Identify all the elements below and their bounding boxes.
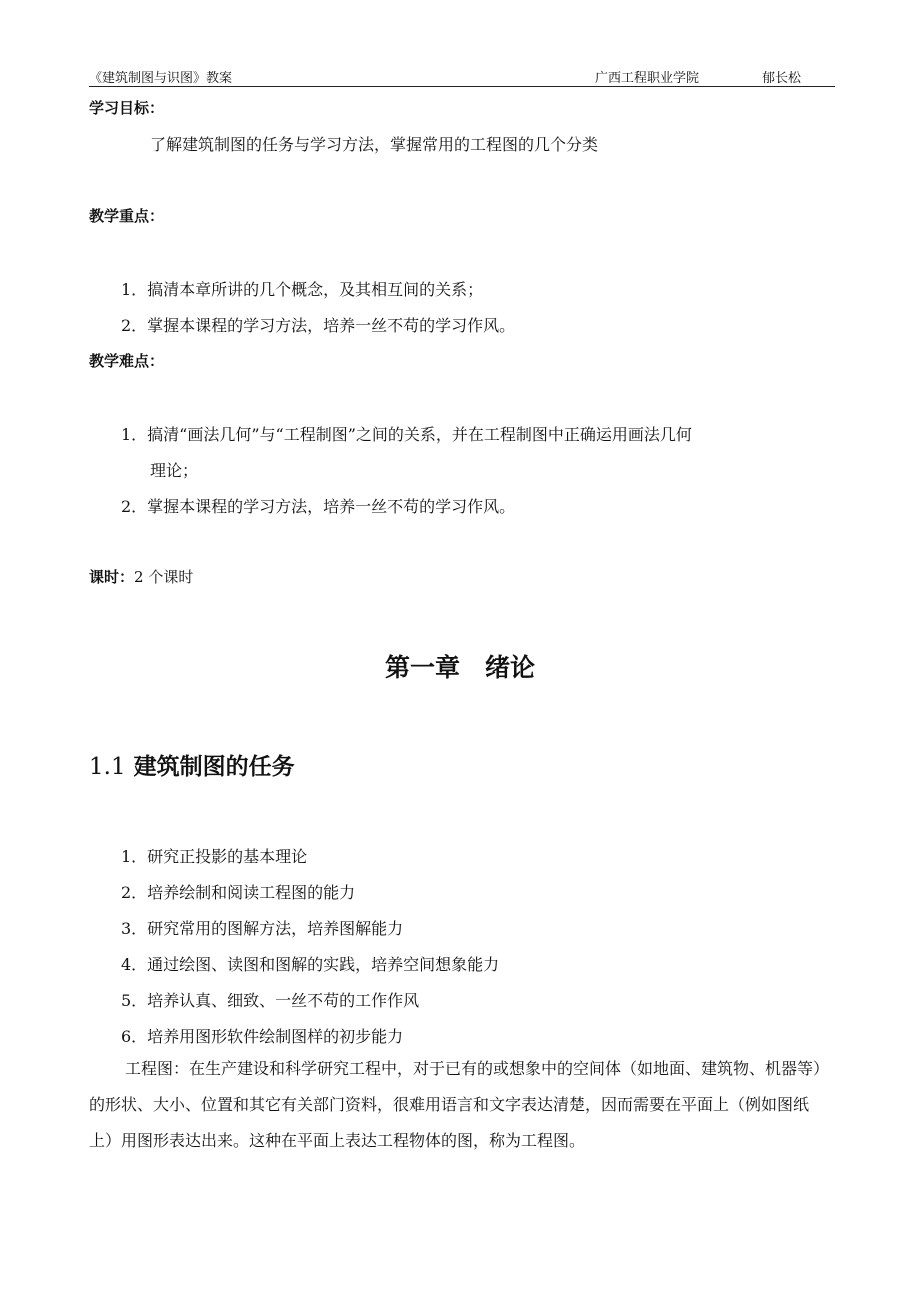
key-point-item: 1．搞清本章所讲的几个概念，及其相互间的关系；: [121, 280, 484, 299]
hours-label: 课时：: [89, 568, 135, 586]
difficulty-item-continuation: 理论；: [150, 461, 199, 480]
chapter-title: 第一章 绪论: [384, 653, 535, 682]
hours-value: 2 个课时: [134, 568, 194, 586]
objectives-label: 学习目标：: [89, 99, 165, 117]
task-item: 3．研究常用的图解方法，培养图解能力: [121, 919, 404, 938]
engineering-drawing-paragraph: 工程图：在生产建设和科学研究工程中，对于已有的或想象中的空间体（如地面、建筑物、机器等）的形状、大小、位置和其它有关部门资料，很难用语言和文字表达清楚，因而需要在平面上（例如图纸上）用图形表达出来。这种在平面上表达工程物体的图，称为工程图。: [89, 1059, 830, 1150]
task-item: 2．培养绘制和阅读工程图的能力: [121, 883, 356, 902]
section-title-text: 建筑制图的任务: [133, 753, 295, 780]
key-point-item: 2．掌握本课程的学习方法，培养一丝不苟的学习作风。: [121, 316, 516, 335]
objectives-text: 了解建筑制图的任务与学习方法，掌握常用的工程图的几个分类: [150, 135, 599, 154]
task-item: 4．通过绘图、读图和图解的实践，培养空间想象能力: [121, 955, 500, 974]
hours-line: [89, 566, 193, 587]
section-number: 1.1: [89, 754, 126, 780]
header-author: 郁长松: [762, 71, 802, 86]
task-item: 6．培养用图形软件绘制图样的初步能力: [121, 1027, 404, 1046]
header-doc-title: 《建筑制图与识图》教案: [89, 71, 233, 86]
difficulties-label: 教学难点：: [89, 352, 165, 370]
header-school: 广西工程职业学院: [595, 71, 700, 86]
section-title: [89, 748, 295, 781]
key-points-label: 教学重点：: [89, 207, 165, 225]
difficulty-item: 1．搞清“画法几何”与“工程制图”之间的关系，并在工程制图中正确运用画法几何: [121, 425, 692, 444]
task-item: 5．培养认真、细致、一丝不苟的工作作风: [121, 991, 420, 1010]
difficulty-item: 2．掌握本课程的学习方法，培养一丝不苟的学习作风。: [121, 497, 516, 516]
task-item: 1．研究正投影的基本理论: [121, 847, 308, 866]
page-header: [89, 64, 835, 87]
